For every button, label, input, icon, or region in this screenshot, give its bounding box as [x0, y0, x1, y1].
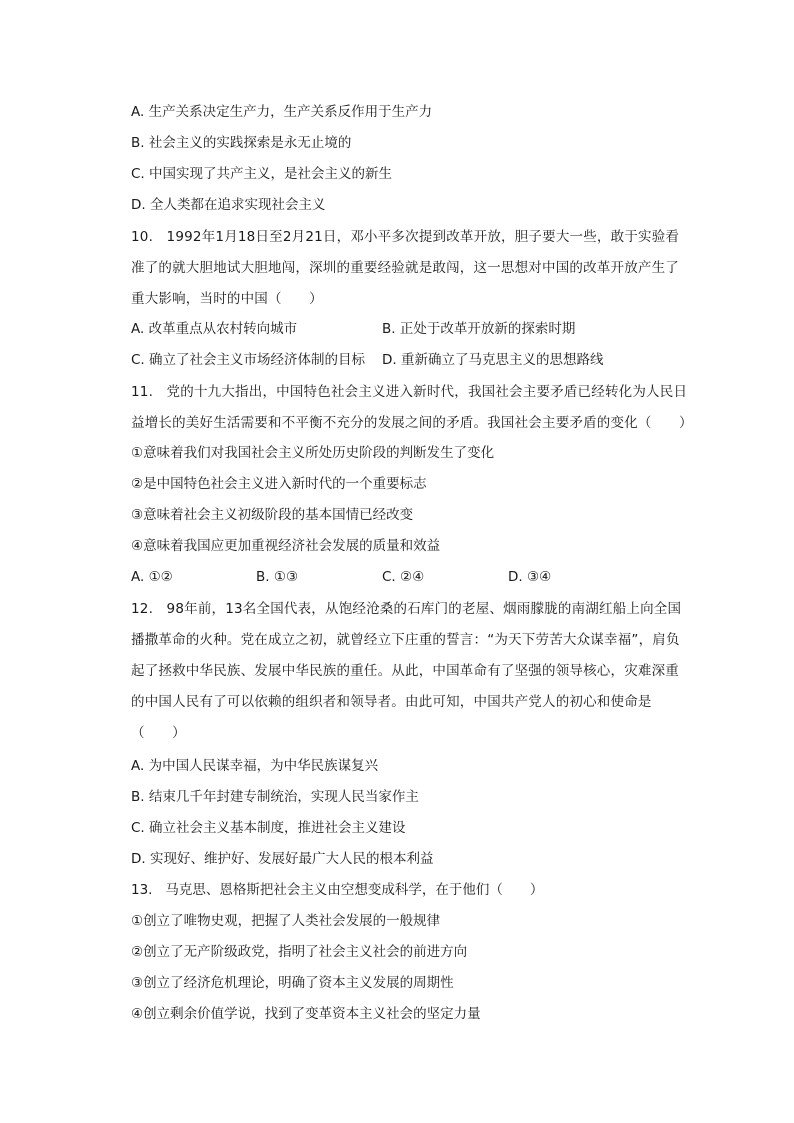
q9-option-a: A. 生产关系决定生产力，生产关系反作用于生产力 — [131, 104, 433, 120]
q12-option-c: C. 确立社会主义基本制度，推进社会主义建设 — [131, 820, 406, 836]
q13-item-3: ③创立了经济危机理论，明确了资本主义发展的周期性 — [131, 975, 454, 991]
q12-stem: 12. 98年前，13名全国代表，从饱经沧桑的石库门的老屋、烟雨朦胧的南湖红船上向全国播撒革命的火种。党在成立之初，就曾经立下庄重的誓言：“为天下劳苦大众谋幸福”，肩负起了拯救中华民族、发展中华民族的重任。从此，中国革命有了坚强的领导核心，灾难深重的中国人民有了可以依赖的组织者和领导者。由此可知，中国共产党人的初心和使命是（ ） — [131, 601, 682, 741]
q9-option-c: C. 中国实现了共产主义，是社会主义的新生 — [131, 166, 393, 182]
q11-item-1: ①意味着我们对我国社会主义所处历史阶段的判断发生了变化 — [131, 445, 495, 461]
q11-option-a: A. ①② — [131, 569, 173, 585]
q12-option-a: A. 为中国人民谋幸福，为中华民族谋复兴 — [131, 758, 379, 774]
q11-option-c: C. ②④ — [382, 569, 425, 585]
q12-option-d: D. 实现好、维护好、发展好最广大人民的根本利益 — [131, 851, 434, 867]
q11-item-2: ②是中国特色社会主义进入新时代的一个重要标志 — [131, 476, 427, 492]
q13-item-2: ②创立了无产阶级政党，指明了社会主义社会的前进方向 — [131, 944, 468, 960]
q9-option-d: D. 全人类都在追求实现社会主义 — [131, 197, 326, 213]
q11-item-3: ③意味着社会主义初级阶段的基本国情已经改变 — [131, 507, 414, 523]
q13-item-1: ①创立了唯物史观，把握了人类社会发展的一般规律 — [131, 913, 441, 929]
q11-stem: 11. 党的十九大指出，中国特色社会主义进入新时代，我国社会主要矛盾已经转化为人民日益增长的美好生活需要和不平衡不充分的发展之间的矛盾。我国社会主要矛盾的变化（ ） — [131, 384, 693, 431]
q10-option-c: C. 确立了社会主义市场经济体制的目标 — [131, 352, 366, 368]
q11-option-b: B. ①③ — [256, 569, 299, 585]
q13-stem: 13. 马克思、恩格斯把社会主义由空想变成科学，在于他们（ ） — [131, 882, 544, 898]
q13-item-4: ④创立剩余价值学说，找到了变革资本主义社会的坚定力量 — [131, 1006, 481, 1022]
q11-item-4: ④意味着我国应更加重视经济社会发展的质量和效益 — [131, 538, 441, 554]
q10-option-b: B. 正处于改革开放新的探索时期 — [382, 321, 576, 337]
q11-option-d: D. ③④ — [508, 569, 552, 585]
q10-option-a: A. 改革重点从农村转向城市 — [131, 321, 298, 337]
q9-option-b: B. 社会主义的实践探索是永无止境的 — [131, 135, 352, 151]
q12-option-b: B. 结束几千年封建专制统治，实现人民当家作主 — [131, 789, 419, 805]
q10-option-d: D. 重新确立了马克思主义的思想路线 — [382, 352, 604, 368]
q10-stem: 10. 1992年1月18日至2月21日，邓小平多次提到改革开放，胆子要大一些，敢于实验看准了的就大胆地试大胆地闯，深圳的重要经验就是敢闯，这一思想对中国的改革开放产生了重大影响，当时的中国（ ） — [131, 229, 680, 307]
